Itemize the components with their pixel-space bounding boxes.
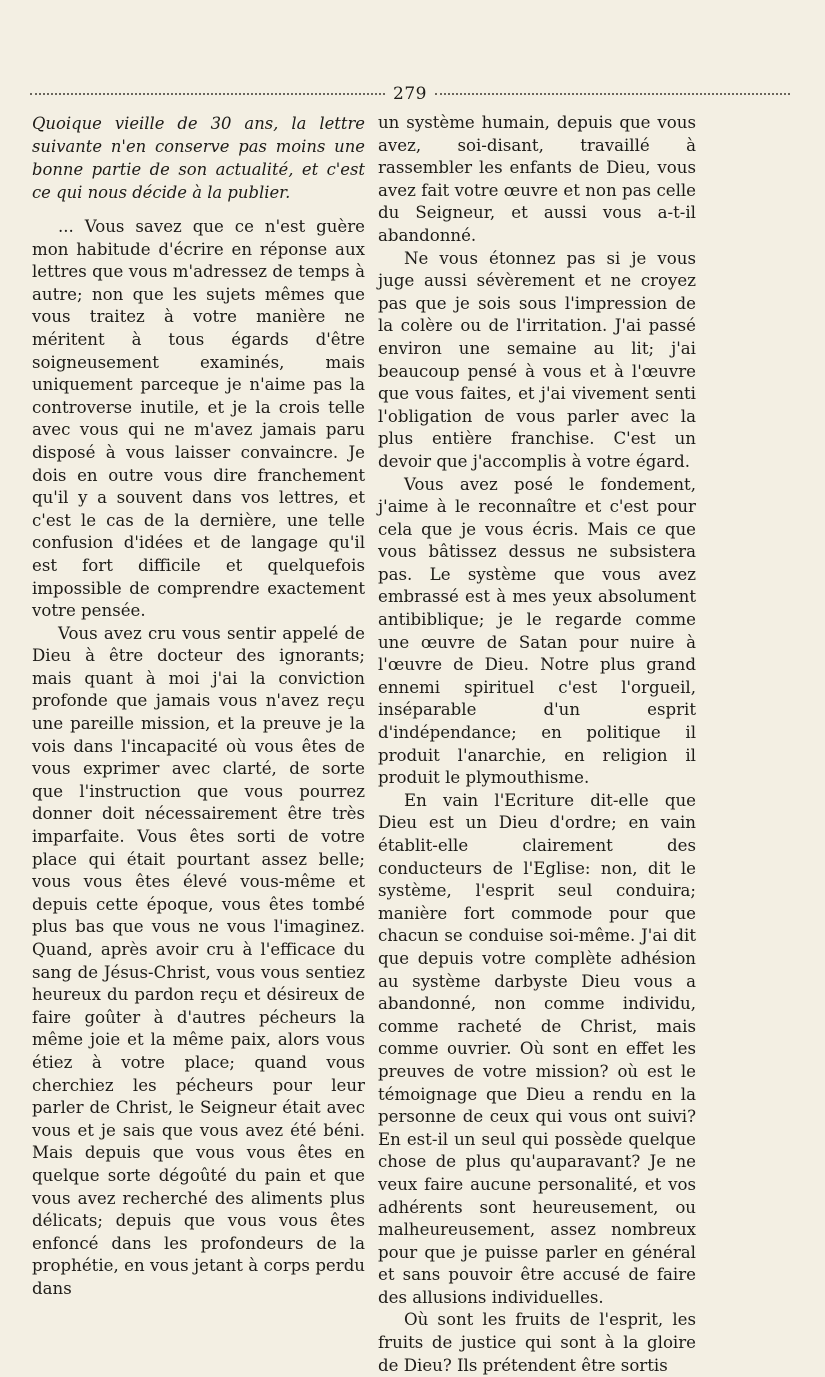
letter-paragraph-4: Vous avez posé le fondement, j'aime à le reconnaître et c'est pour cela que je vous écris. Mais ce que vous bâtissez dessus ne subsistera pas. Le système que vous avez embrassé est à mes yeux absolument antibiblique; je le regarde comme une œuvre de Satan pour nuire à l'œuvre de Dieu. Notre plus grand ennemi spirituel c'est l'orgueil, inséparable d'un esprit d'indépendance; en politique il produit l'anarchie, en religion il produit le plymouthisme.: [378, 474, 696, 788]
page-header: [30, 82, 790, 106]
header-rule-right: [435, 93, 790, 95]
left-column: [32, 112, 365, 1298]
editorial-intro: Quoique vieille de 30 ans, la lettre suivante n'en conserve pas moins une bonne partie de son actualité, et c'est ce qui nous décide à la publier.: [32, 114, 365, 202]
right-column: [378, 112, 696, 1375]
letter-paragraph-1: ... Vous savez que ce n'est guère mon habitude d'écrire en réponse aux lettres que vous m'adressez de temps à autre; non que les sujets mêmes que vous traitez à votre manière ne méritent à tous égards d'être soigneusement examinés, mais uniquement parceque je n'aime pas la controverse inutile, et je la crois telle avec vous qui ne m'avez jamais paru disposé à vous laisser convaincre. Je dois en outre vous dire franchement qu'il y a souvent dans vos lettres, et c'est le cas de la dernière, une telle confusion d'idées et de langage qu'il est fort difficile et quelquefois impossible de comprendre exactement votre pensée.: [32, 217, 365, 621]
letter-paragraph-5: En vain l'Ecriture dit-elle que Dieu est un Dieu d'ordre; en vain établit-elle clairement des conducteurs de l'Eglise: non, dit le système, l'esprit seul conduira; manière fort commode pour que chacun se conduise soi-même. J'ai dit que depuis votre complète adhésion au système darbyste Dieu vous a abandonné, non comme individu, comme racheté de Christ, mais comme ouvrier. Où sont en effet les preuves de votre mission? où est le témoignage que Dieu a rendu en la personne de ceux qui vous ont suivi? En est-il un seul qui possède quelque chose de plus qu'auparavant? Je ne veux faire aucune personalité, et vos adhérents sont heureusement, ou malheureusement, assez nombreux pour que je puisse parler en général et sans pouvoir être accusé de faire des allusions individuelles.: [378, 790, 696, 1307]
letter-paragraph-2: Vous avez cru vous sentir appelé de Dieu à être docteur des ignorants; mais quant à moi j'ai la conviction profonde que jamais vous n'avez reçu une pareille mission, et la preuve je la vois dans l'incapacité où vous êtes de vous exprimer avec clarté, de sorte que l'instruction que vous pourrez donner doit nécessairement être très imparfaite. Vous êtes sorti de votre place qui était pourtant assez belle; vous vous êtes élevé vous-même et depuis cette époque, vous êtes tombé plus bas que vous ne vous l'imaginez. Quand, après avoir cru à l'efficace du sang de Jésus-Christ, vous vous sentiez heureux du pardon reçu et désireux de faire goûter à d'autres pécheurs la même joie et la même paix, alors vous étiez à votre place; quand vous cherchiez les pécheurs pour leur parler de Christ, le Seigneur était avec vous et je sais que vous avez été béni. Mais depuis que vous vous êtes en quelque sorte dégoûté du pain et que vous avez recherché des aliments plus délicats; depuis que vous vous êtes enfoncé dans les profondeurs de la prophétie, en vous jetant à corps perdu dans: [32, 623, 365, 1298]
letter-paragraph-3: Ne vous étonnez pas si je vous juge aussi sévèrement et ne croyez pas que je sois sous l'impression de la colère ou de l'irritation. J'ai passé environ une semaine au lit; j'ai beaucoup pensé à vous et à l'œuvre que vous faites, et j'ai vivement senti l'obligation de vous parler avec la plus entière franchise. C'est un devoir que j'accomplis à votre égard.: [378, 248, 696, 471]
page-number: 279: [393, 84, 427, 104]
header-rule-left: [30, 93, 385, 95]
letter-paragraph-6: Où sont les fruits de l'esprit, les fruits de justice qui sont à la gloire de Dieu? Ils prétendent être sortis: [378, 1310, 696, 1375]
letter-paragraph-continuation: un système humain, depuis que vous avez, soi-disant, travaillé à rassembler les enfants de Dieu, vous avez fait votre œuvre et non pas celle du Seigneur, et aussi vous a-t-il abandonné.: [378, 113, 696, 245]
